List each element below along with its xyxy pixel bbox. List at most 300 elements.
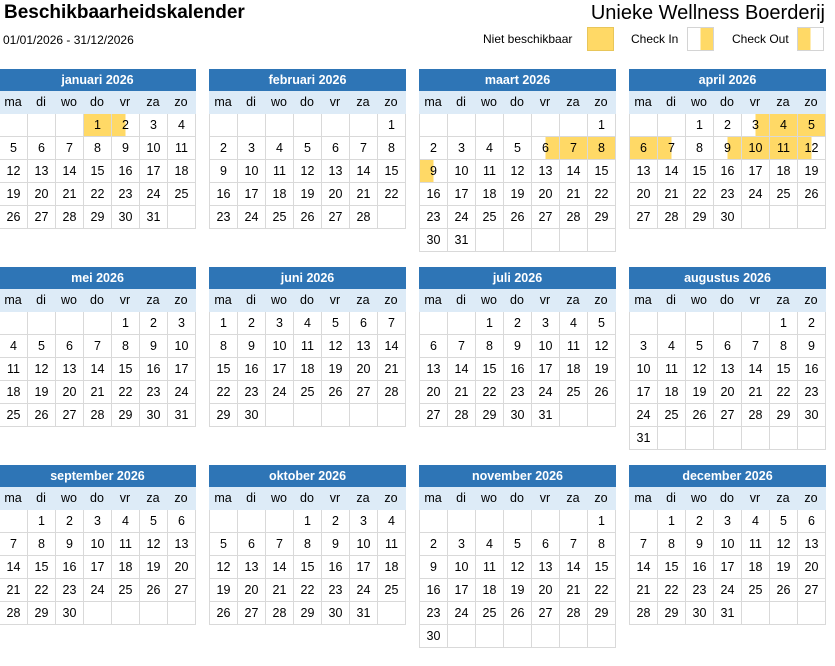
day-cell: 13 bbox=[630, 160, 658, 183]
day-cell: 17 bbox=[448, 183, 476, 206]
day-cell: 18 bbox=[112, 556, 140, 579]
day-cell: 3 bbox=[448, 533, 476, 556]
month-block bbox=[629, 465, 826, 625]
empty-cell bbox=[504, 625, 532, 648]
weekday-label: zo bbox=[594, 293, 608, 307]
empty-cell bbox=[686, 427, 714, 450]
weekday-header bbox=[419, 487, 616, 510]
empty-cell bbox=[448, 114, 476, 137]
day-cell: 6 bbox=[350, 312, 378, 335]
day-cell: 5 bbox=[322, 312, 350, 335]
day-cell: 10 bbox=[266, 335, 294, 358]
day-cell: 8 bbox=[210, 335, 238, 358]
day-cell: 18 bbox=[294, 358, 322, 381]
days-grid bbox=[0, 312, 196, 427]
weekday-label: za bbox=[356, 293, 370, 307]
day-cell: 31 bbox=[448, 229, 476, 252]
day-cell: 18 bbox=[742, 556, 770, 579]
day-cell: 12 bbox=[210, 556, 238, 579]
day-cell: 14 bbox=[630, 556, 658, 579]
day-cell: 3 bbox=[742, 114, 770, 137]
day-cell: 29 bbox=[112, 404, 140, 427]
day-cell: 10 bbox=[84, 533, 112, 556]
weekday-label: do bbox=[510, 491, 524, 505]
day-cell: 10 bbox=[238, 160, 266, 183]
day-cell: 16 bbox=[420, 579, 448, 602]
day-cell: 13 bbox=[714, 358, 742, 381]
day-cell: 15 bbox=[588, 556, 616, 579]
day-cell: 15 bbox=[686, 160, 714, 183]
weekday-label: za bbox=[776, 95, 790, 109]
day-cell: 13 bbox=[238, 556, 266, 579]
day-cell: 22 bbox=[770, 381, 798, 404]
weekday-label: wo bbox=[691, 293, 707, 307]
day-cell: 13 bbox=[322, 160, 350, 183]
legend-checkin-label: Check In bbox=[631, 32, 679, 46]
day-cell: 6 bbox=[420, 335, 448, 358]
empty-cell bbox=[168, 206, 196, 229]
day-cell: 21 bbox=[560, 183, 588, 206]
weekday-label: za bbox=[146, 491, 160, 505]
day-cell: 24 bbox=[266, 381, 294, 404]
day-cell: 2 bbox=[798, 312, 826, 335]
day-cell: 2 bbox=[420, 533, 448, 556]
weekday-label: do bbox=[300, 293, 314, 307]
empty-cell bbox=[686, 312, 714, 335]
day-cell: 1 bbox=[210, 312, 238, 335]
day-cell: 22 bbox=[588, 579, 616, 602]
day-cell: 15 bbox=[476, 358, 504, 381]
day-cell: 4 bbox=[266, 137, 294, 160]
day-cell: 16 bbox=[714, 160, 742, 183]
weekday-label: di bbox=[36, 95, 46, 109]
day-cell: 22 bbox=[476, 381, 504, 404]
day-cell: 9 bbox=[322, 533, 350, 556]
day-cell: 23 bbox=[140, 381, 168, 404]
weekday-label: zo bbox=[384, 95, 398, 109]
day-cell: 14 bbox=[266, 556, 294, 579]
empty-cell bbox=[630, 114, 658, 137]
weekday-label: do bbox=[300, 95, 314, 109]
day-cell: 13 bbox=[798, 533, 826, 556]
day-cell: 23 bbox=[112, 183, 140, 206]
day-cell: 24 bbox=[238, 206, 266, 229]
day-cell: 7 bbox=[0, 533, 28, 556]
day-cell: 2 bbox=[714, 114, 742, 137]
page-title: Beschikbaarheidskalender bbox=[4, 2, 245, 23]
day-cell: 10 bbox=[742, 137, 770, 160]
weekday-label: di bbox=[36, 293, 46, 307]
empty-cell bbox=[448, 312, 476, 335]
weekday-label: za bbox=[146, 95, 160, 109]
empty-cell bbox=[560, 229, 588, 252]
day-cell: 12 bbox=[294, 160, 322, 183]
day-cell: 31 bbox=[350, 602, 378, 625]
day-cell: 23 bbox=[238, 381, 266, 404]
day-cell: 17 bbox=[238, 183, 266, 206]
days-grid bbox=[0, 114, 196, 229]
day-cell: 1 bbox=[84, 114, 112, 137]
day-cell: 15 bbox=[210, 358, 238, 381]
day-cell: 29 bbox=[210, 404, 238, 427]
empty-cell bbox=[658, 312, 686, 335]
day-cell: 6 bbox=[168, 510, 196, 533]
day-cell: 27 bbox=[798, 579, 826, 602]
day-cell: 19 bbox=[504, 183, 532, 206]
day-cell: 12 bbox=[686, 358, 714, 381]
day-cell: 22 bbox=[658, 579, 686, 602]
month-header: september 2026 bbox=[0, 465, 196, 487]
empty-cell bbox=[168, 602, 196, 625]
day-cell: 9 bbox=[686, 533, 714, 556]
day-cell: 22 bbox=[686, 183, 714, 206]
day-cell: 5 bbox=[770, 510, 798, 533]
day-cell: 2 bbox=[238, 312, 266, 335]
day-cell: 4 bbox=[770, 114, 798, 137]
weekday-label: za bbox=[356, 95, 370, 109]
day-cell: 23 bbox=[420, 206, 448, 229]
weekday-label: wo bbox=[271, 293, 287, 307]
day-cell: 5 bbox=[686, 335, 714, 358]
day-cell: 17 bbox=[448, 579, 476, 602]
day-cell: 6 bbox=[798, 510, 826, 533]
weekday-header bbox=[0, 487, 196, 510]
legend bbox=[0, 27, 835, 51]
day-cell: 21 bbox=[448, 381, 476, 404]
day-cell: 6 bbox=[238, 533, 266, 556]
empty-cell bbox=[770, 427, 798, 450]
legend-unavailable-swatch bbox=[587, 27, 614, 51]
day-cell: 30 bbox=[798, 404, 826, 427]
weekday-label: ma bbox=[424, 491, 442, 505]
day-cell: 9 bbox=[420, 160, 448, 183]
day-cell: 4 bbox=[560, 312, 588, 335]
day-cell: 22 bbox=[28, 579, 56, 602]
day-cell: 25 bbox=[770, 183, 798, 206]
day-cell: 4 bbox=[0, 335, 28, 358]
empty-cell bbox=[658, 427, 686, 450]
day-cell: 4 bbox=[112, 510, 140, 533]
day-cell: 24 bbox=[630, 404, 658, 427]
day-cell: 8 bbox=[84, 137, 112, 160]
day-cell: 25 bbox=[294, 381, 322, 404]
day-cell: 6 bbox=[532, 533, 560, 556]
day-cell: 31 bbox=[532, 404, 560, 427]
month-block bbox=[419, 465, 616, 648]
weekday-label: zo bbox=[594, 95, 608, 109]
day-cell: 18 bbox=[770, 160, 798, 183]
day-cell: 25 bbox=[476, 602, 504, 625]
day-cell: 17 bbox=[84, 556, 112, 579]
day-cell: 11 bbox=[112, 533, 140, 556]
day-cell: 13 bbox=[28, 160, 56, 183]
day-cell: 4 bbox=[658, 335, 686, 358]
day-cell: 16 bbox=[322, 556, 350, 579]
day-cell: 5 bbox=[588, 312, 616, 335]
day-cell: 14 bbox=[84, 358, 112, 381]
day-cell: 14 bbox=[560, 556, 588, 579]
day-cell: 23 bbox=[56, 579, 84, 602]
empty-cell bbox=[84, 312, 112, 335]
day-cell: 3 bbox=[350, 510, 378, 533]
day-cell: 10 bbox=[168, 335, 196, 358]
day-cell: 15 bbox=[84, 160, 112, 183]
day-cell: 29 bbox=[686, 206, 714, 229]
day-cell: 16 bbox=[140, 358, 168, 381]
days-grid bbox=[629, 312, 826, 450]
day-cell: 11 bbox=[742, 533, 770, 556]
empty-cell bbox=[322, 404, 350, 427]
weekday-label: za bbox=[146, 293, 160, 307]
day-cell: 25 bbox=[0, 404, 28, 427]
day-cell: 26 bbox=[294, 206, 322, 229]
day-cell: 20 bbox=[238, 579, 266, 602]
month-header: mei 2026 bbox=[0, 267, 196, 289]
day-cell: 17 bbox=[266, 358, 294, 381]
day-cell: 26 bbox=[588, 381, 616, 404]
day-cell: 4 bbox=[742, 510, 770, 533]
month-block bbox=[209, 267, 406, 427]
day-cell: 11 bbox=[476, 556, 504, 579]
day-cell: 15 bbox=[112, 358, 140, 381]
month-header: juli 2026 bbox=[419, 267, 616, 289]
day-cell: 29 bbox=[770, 404, 798, 427]
day-cell: 14 bbox=[742, 358, 770, 381]
weekday-label: vr bbox=[749, 491, 761, 505]
weekday-label: za bbox=[566, 293, 580, 307]
day-cell: 27 bbox=[322, 206, 350, 229]
day-cell: 16 bbox=[504, 358, 532, 381]
weekday-label: zo bbox=[174, 95, 188, 109]
day-cell: 6 bbox=[532, 137, 560, 160]
weekday-header bbox=[0, 289, 196, 312]
day-cell: 30 bbox=[714, 206, 742, 229]
empty-cell bbox=[588, 625, 616, 648]
day-cell: 24 bbox=[350, 579, 378, 602]
day-cell: 26 bbox=[798, 183, 826, 206]
empty-cell bbox=[588, 229, 616, 252]
month-header: juni 2026 bbox=[209, 267, 406, 289]
day-cell: 3 bbox=[168, 312, 196, 335]
weekday-label: za bbox=[356, 491, 370, 505]
month-block bbox=[209, 465, 406, 625]
day-cell: 8 bbox=[28, 533, 56, 556]
day-cell: 6 bbox=[28, 137, 56, 160]
day-cell: 18 bbox=[476, 579, 504, 602]
empty-cell bbox=[210, 114, 238, 137]
day-cell: 18 bbox=[0, 381, 28, 404]
empty-cell bbox=[210, 510, 238, 533]
weekday-label: di bbox=[246, 491, 256, 505]
day-cell: 5 bbox=[504, 533, 532, 556]
day-cell: 7 bbox=[630, 533, 658, 556]
day-cell: 3 bbox=[238, 137, 266, 160]
month-header: februari 2026 bbox=[209, 69, 406, 91]
day-cell: 4 bbox=[378, 510, 406, 533]
day-cell: 25 bbox=[112, 579, 140, 602]
day-cell: 28 bbox=[378, 381, 406, 404]
day-cell: 11 bbox=[770, 137, 798, 160]
empty-cell bbox=[448, 510, 476, 533]
day-cell: 16 bbox=[56, 556, 84, 579]
empty-cell bbox=[742, 206, 770, 229]
weekday-label: vr bbox=[329, 491, 341, 505]
empty-cell bbox=[28, 114, 56, 137]
empty-cell bbox=[294, 404, 322, 427]
day-cell: 16 bbox=[686, 556, 714, 579]
empty-cell bbox=[504, 114, 532, 137]
weekday-label: wo bbox=[61, 491, 77, 505]
day-cell: 31 bbox=[140, 206, 168, 229]
day-cell: 19 bbox=[588, 358, 616, 381]
day-cell: 10 bbox=[448, 556, 476, 579]
day-cell: 8 bbox=[686, 137, 714, 160]
empty-cell bbox=[420, 510, 448, 533]
weekday-label: do bbox=[90, 95, 104, 109]
empty-cell bbox=[742, 602, 770, 625]
day-cell: 12 bbox=[0, 160, 28, 183]
day-cell: 12 bbox=[798, 137, 826, 160]
day-cell: 26 bbox=[322, 381, 350, 404]
weekday-label: zo bbox=[384, 491, 398, 505]
weekday-header bbox=[629, 487, 826, 510]
day-cell: 15 bbox=[770, 358, 798, 381]
day-cell: 8 bbox=[588, 137, 616, 160]
weekday-header bbox=[209, 91, 406, 114]
empty-cell bbox=[560, 510, 588, 533]
day-cell: 25 bbox=[266, 206, 294, 229]
day-cell: 18 bbox=[476, 183, 504, 206]
weekday-label: zo bbox=[174, 491, 188, 505]
weekday-label: di bbox=[36, 491, 46, 505]
day-cell: 16 bbox=[210, 183, 238, 206]
day-cell: 19 bbox=[0, 183, 28, 206]
days-grid bbox=[629, 114, 826, 229]
day-cell: 13 bbox=[420, 358, 448, 381]
day-cell: 25 bbox=[168, 183, 196, 206]
day-cell: 1 bbox=[658, 510, 686, 533]
weekday-label: do bbox=[300, 491, 314, 505]
day-cell: 20 bbox=[322, 183, 350, 206]
day-cell: 19 bbox=[210, 579, 238, 602]
day-cell: 29 bbox=[28, 602, 56, 625]
empty-cell bbox=[658, 114, 686, 137]
day-cell: 27 bbox=[350, 381, 378, 404]
day-cell: 16 bbox=[238, 358, 266, 381]
empty-cell bbox=[770, 602, 798, 625]
weekday-label: do bbox=[720, 491, 734, 505]
empty-cell bbox=[560, 404, 588, 427]
days-grid bbox=[209, 114, 406, 229]
day-cell: 28 bbox=[560, 206, 588, 229]
day-cell: 7 bbox=[448, 335, 476, 358]
day-cell: 11 bbox=[658, 358, 686, 381]
weekday-label: vr bbox=[119, 491, 131, 505]
day-cell: 17 bbox=[350, 556, 378, 579]
day-cell: 29 bbox=[294, 602, 322, 625]
day-cell: 21 bbox=[84, 381, 112, 404]
day-cell: 9 bbox=[714, 137, 742, 160]
weekday-label: wo bbox=[691, 95, 707, 109]
month-header: november 2026 bbox=[419, 465, 616, 487]
day-cell: 1 bbox=[686, 114, 714, 137]
weekday-label: vr bbox=[749, 95, 761, 109]
weekday-label: ma bbox=[634, 293, 652, 307]
empty-cell bbox=[532, 625, 560, 648]
day-cell: 19 bbox=[686, 381, 714, 404]
empty-cell bbox=[112, 602, 140, 625]
empty-cell bbox=[504, 510, 532, 533]
month-header: april 2026 bbox=[629, 69, 826, 91]
day-cell: 14 bbox=[56, 160, 84, 183]
day-cell: 26 bbox=[686, 404, 714, 427]
day-cell: 27 bbox=[532, 602, 560, 625]
day-cell: 11 bbox=[168, 137, 196, 160]
day-cell: 13 bbox=[168, 533, 196, 556]
day-cell: 22 bbox=[378, 183, 406, 206]
day-cell: 22 bbox=[294, 579, 322, 602]
day-cell: 22 bbox=[588, 183, 616, 206]
day-cell: 4 bbox=[294, 312, 322, 335]
day-cell: 19 bbox=[140, 556, 168, 579]
month-block bbox=[0, 465, 196, 625]
days-grid bbox=[0, 510, 196, 625]
day-cell: 7 bbox=[658, 137, 686, 160]
day-cell: 23 bbox=[322, 579, 350, 602]
day-cell: 10 bbox=[350, 533, 378, 556]
month-block bbox=[419, 69, 616, 252]
day-cell: 18 bbox=[168, 160, 196, 183]
day-cell: 26 bbox=[770, 579, 798, 602]
day-cell: 26 bbox=[28, 404, 56, 427]
empty-cell bbox=[266, 114, 294, 137]
empty-cell bbox=[238, 114, 266, 137]
weekday-label: vr bbox=[539, 95, 551, 109]
day-cell: 1 bbox=[378, 114, 406, 137]
weekday-label: ma bbox=[634, 491, 652, 505]
day-cell: 13 bbox=[532, 160, 560, 183]
day-cell: 28 bbox=[84, 404, 112, 427]
day-cell: 3 bbox=[630, 335, 658, 358]
day-cell: 28 bbox=[658, 206, 686, 229]
empty-cell bbox=[28, 312, 56, 335]
day-cell: 5 bbox=[798, 114, 826, 137]
empty-cell bbox=[714, 312, 742, 335]
day-cell: 2 bbox=[56, 510, 84, 533]
empty-cell bbox=[588, 404, 616, 427]
empty-cell bbox=[350, 114, 378, 137]
weekday-label: do bbox=[90, 293, 104, 307]
weekday-header bbox=[629, 91, 826, 114]
day-cell: 30 bbox=[504, 404, 532, 427]
day-cell: 24 bbox=[448, 206, 476, 229]
weekday-label: do bbox=[90, 491, 104, 505]
weekday-label: za bbox=[776, 491, 790, 505]
day-cell: 28 bbox=[56, 206, 84, 229]
weekday-label: do bbox=[720, 293, 734, 307]
weekday-label: di bbox=[666, 293, 676, 307]
day-cell: 9 bbox=[420, 556, 448, 579]
weekday-label: di bbox=[666, 491, 676, 505]
day-cell: 2 bbox=[322, 510, 350, 533]
weekday-header bbox=[209, 289, 406, 312]
day-cell: 6 bbox=[322, 137, 350, 160]
empty-cell bbox=[798, 602, 826, 625]
day-cell: 30 bbox=[322, 602, 350, 625]
empty-cell bbox=[140, 602, 168, 625]
weekday-label: wo bbox=[691, 491, 707, 505]
day-cell: 6 bbox=[714, 335, 742, 358]
